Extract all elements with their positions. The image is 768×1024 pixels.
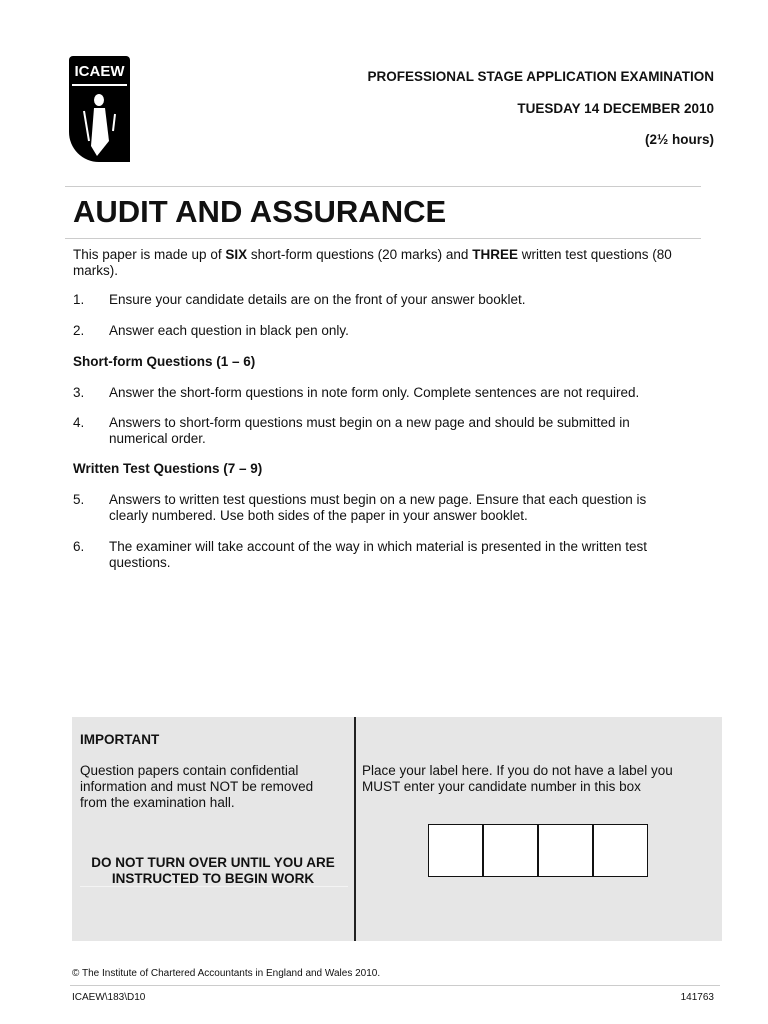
- instruction: Answers to written test questions must begin on a new page. Ensure that each question is clearly numbered. Use both sides of the paper in your answer booklet.: [109, 492, 647, 523]
- label-instruction: Place your label here. If you do not have a label you MUST enter your candidate number in this box: [362, 763, 673, 794]
- item-number: 6.: [73, 539, 85, 554]
- divider: [70, 985, 720, 986]
- intro-text: This paper is made up of SIX short-form questions (20 marks) and THREE written test questions (80 marks).: [73, 247, 672, 278]
- candidate-number-digit-2[interactable]: [483, 824, 538, 877]
- item-number: 5.: [73, 492, 85, 507]
- exam-duration: (2½ hours): [644, 132, 714, 147]
- do-not-turn-warning: DO NOT TURN OVER UNTIL YOU ARE INSTRUCTED TO BEGIN WORK: [91, 855, 335, 886]
- logo-text: ICAEW: [74, 63, 125, 80]
- item-number: 1.: [73, 292, 85, 307]
- instruction: Ensure your candidate details are on the front of your answer booklet.: [109, 292, 526, 307]
- exam-name: PROFESSIONAL STAGE APPLICATION EXAMINATION: [367, 69, 714, 84]
- candidate-number-digit-1[interactable]: [428, 824, 483, 877]
- copyright: © The Institute of Chartered Accountants in England and Wales 2010.: [72, 968, 381, 979]
- item-number: 4.: [73, 415, 85, 430]
- paper-code: ICAEW\183\D10: [72, 992, 146, 1003]
- important-box: [72, 717, 722, 941]
- important-body: Question papers contain confidential information and must NOT be removed from the examination hall.: [80, 763, 314, 810]
- important-heading: IMPORTANT: [80, 732, 160, 747]
- item-number: 3.: [73, 385, 85, 400]
- icaew-logo: [69, 56, 130, 162]
- instruction: Answer the short-form questions in note form only. Complete sentences are not required.: [109, 385, 640, 400]
- candidate-number-digit-3[interactable]: [538, 824, 593, 877]
- box-divider: [354, 717, 356, 941]
- divider: [65, 186, 701, 187]
- paper-number: 141763: [680, 992, 714, 1003]
- divider: [65, 238, 701, 239]
- figure-icon: [69, 86, 130, 161]
- section-heading: Short-form Questions (1 – 6): [73, 354, 256, 369]
- page-title: AUDIT AND ASSURANCE: [73, 194, 447, 229]
- item-number: 2.: [73, 323, 85, 338]
- exam-date: TUESDAY 14 DECEMBER 2010: [517, 101, 714, 116]
- instruction: The examiner will take account of the way in which material is presented in the written test questions.: [109, 539, 648, 570]
- instruction: Answers to short-form questions must begin on a new page and should be submitted in numerical order.: [109, 415, 630, 446]
- candidate-number-digit-4[interactable]: [593, 824, 648, 877]
- section-heading: Written Test Questions (7 – 9): [73, 461, 263, 476]
- instruction: Answer each question in black pen only.: [109, 323, 349, 338]
